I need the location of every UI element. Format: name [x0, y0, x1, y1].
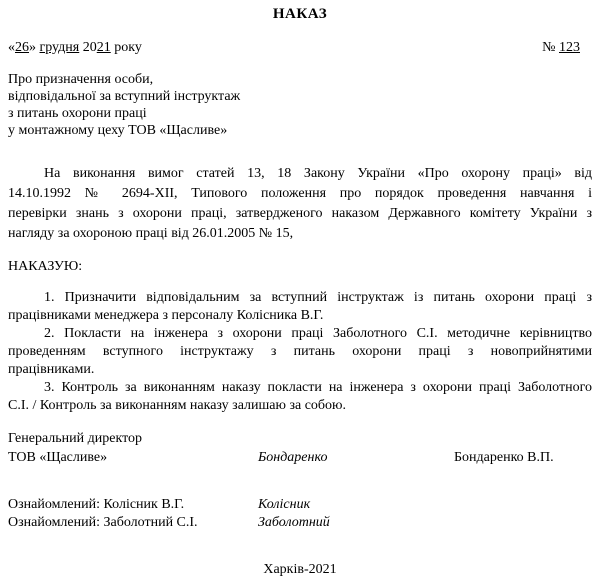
date-month: грудня: [39, 40, 80, 55]
preamble-paragraph: [8, 164, 592, 244]
footer-city-year: Харків-2021: [263, 562, 337, 577]
order-item-3: [8, 379, 592, 415]
date-day: 26: [15, 40, 29, 55]
signature-row: [8, 448, 592, 467]
order-item-line: С.І. / Контроль за виконанням наказу залишаю за собою.: [8, 398, 347, 413]
order-items: [8, 289, 592, 415]
date-year-word: року: [114, 40, 142, 55]
acknowledgement-label: Ознайомлений: Заболотний С.І.: [8, 515, 198, 530]
number-value: 123: [559, 40, 580, 55]
preamble-line: 14.10.1992 № 2694-ХІІ, Типового положення про порядок проведення навчання і: [8, 186, 592, 201]
preamble-line: перевірки знань з охорони праці, затвердженого наказом Державного комітету України з: [8, 206, 592, 221]
date-year-suffix: 21: [96, 40, 111, 55]
document-title: НАКАЗ: [272, 6, 328, 22]
acknowledgement-row-2: [8, 514, 592, 532]
date-number-row: [8, 39, 592, 56]
acknowledgement-label: Ознайомлений: Колісник В.Г.: [8, 497, 185, 512]
order-item-line: 2. Покласти на інженера з охорони праці Заболотного С.І. методичне керівництво: [44, 326, 592, 341]
director-signature: Бондаренко: [258, 450, 328, 465]
subject-line-1: Про призначення особи,: [8, 72, 154, 87]
date-line: [8, 39, 142, 56]
subject-line-3: з питань охорони праці: [8, 106, 147, 121]
subject-block: [8, 71, 592, 139]
acknowledgement-signature: Заболотний: [258, 515, 330, 530]
order-item-line: 1. Призначити відповідальним за вступний інструктаж із питань охорони праці з: [44, 290, 592, 305]
number-sign: №: [542, 40, 556, 55]
preamble-line: нагляду за охороною праці від 26.01.2005 № 15,: [8, 226, 294, 241]
order-item-line: проведенням вступного інструктажу з питань охорони праці з новоприйнятими: [8, 344, 592, 359]
order-verb: НАКАЗУЮ:: [8, 259, 83, 274]
signer-full-name: Бондаренко В.П.: [454, 450, 554, 465]
order-item-line: 3. Контроль за виконанням наказу покласти на інженера з охорони праці Заболотного: [44, 380, 592, 395]
subject-line-2: відповідальної за вступний інструктаж: [8, 89, 241, 104]
acknowledgement-signature: Колісник: [258, 497, 311, 512]
order-item-line: працівниками менеджера з персоналу Колісника В.Г.: [8, 308, 324, 323]
signer-position-line-2: ТОВ «Щасливе»: [8, 450, 108, 465]
acknowledgement-row-1: [8, 496, 592, 514]
preamble-line: На виконання вимог статей 13, 18 Закону України «Про охорону праці» від: [44, 166, 592, 181]
order-item-line: працівниками.: [8, 362, 95, 377]
date-year-prefix: 20: [82, 40, 97, 55]
order-number: [542, 39, 580, 56]
order-item-1: [8, 289, 592, 325]
order-item-2: [8, 325, 592, 379]
acknowledgement-block: [8, 496, 592, 532]
signature-block: [8, 429, 592, 467]
signer-position-line-1: Генеральний директор: [8, 431, 143, 446]
date-close-quote: »: [29, 40, 36, 55]
subject-line-4: у монтажному цеху ТОВ «Щасливе»: [8, 123, 228, 138]
date-open-quote: «: [8, 40, 15, 55]
